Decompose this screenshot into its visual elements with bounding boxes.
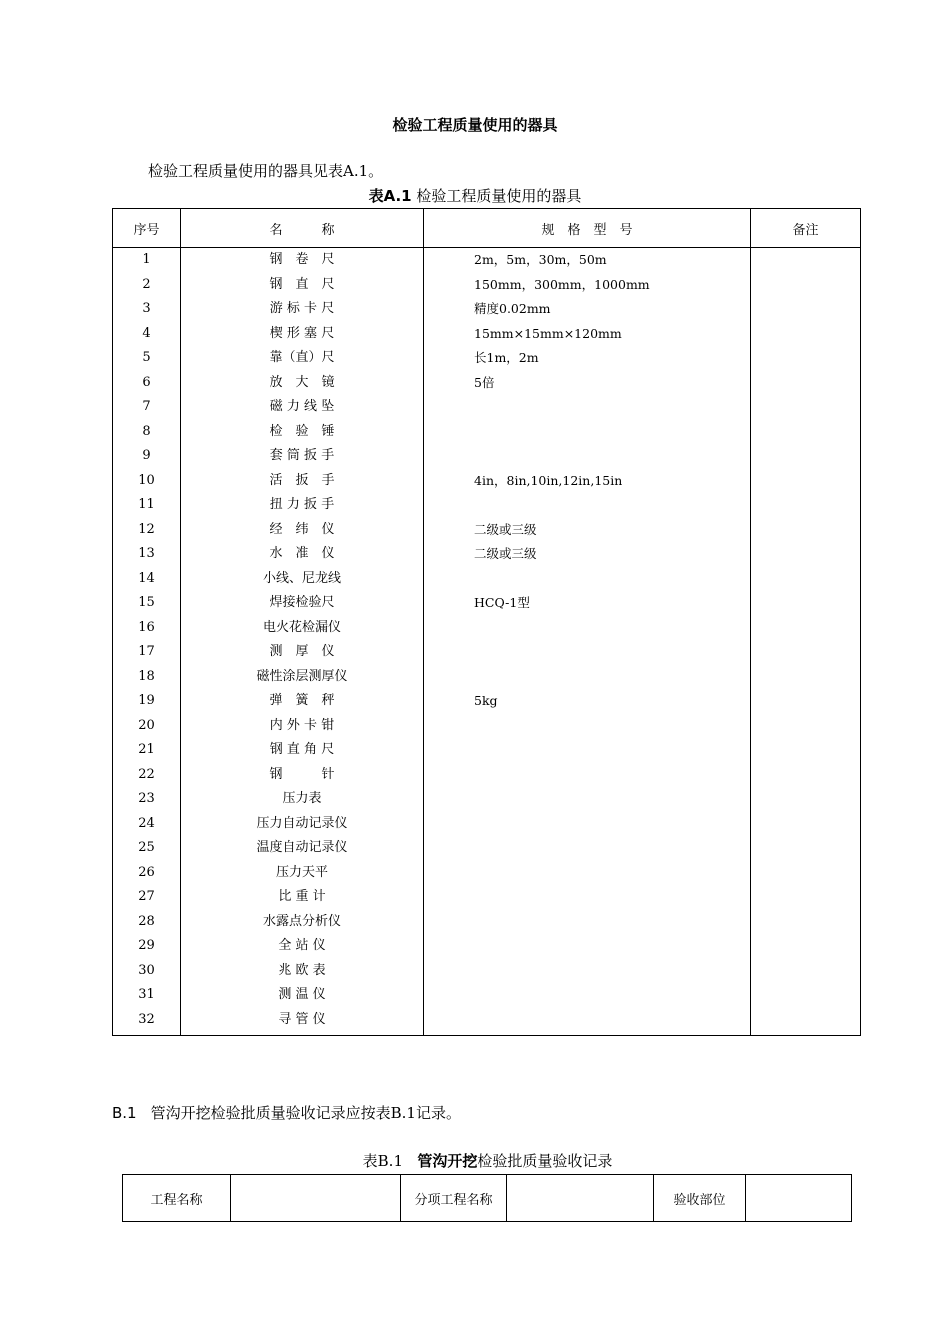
row-name: 经 纬 仪 (181, 518, 424, 543)
row-number: 4 (113, 322, 181, 347)
row-spec (424, 910, 751, 935)
row-spec (424, 861, 751, 886)
table-row (113, 910, 861, 935)
table-row (113, 493, 861, 518)
table-row (113, 616, 861, 641)
row-name: 钢 卷 尺 (181, 248, 424, 273)
header-name: 名 称 (181, 209, 424, 248)
instruments-table (112, 208, 861, 1036)
row-remark (751, 1008, 861, 1036)
row-number: 15 (113, 591, 181, 616)
table-row (113, 812, 861, 837)
row-spec (424, 665, 751, 690)
row-spec (424, 616, 751, 641)
table-row (113, 567, 861, 592)
row-name: 楔 形 塞 尺 (181, 322, 424, 347)
row-number: 23 (113, 787, 181, 812)
row-remark (751, 665, 861, 690)
trench-record-row (123, 1175, 852, 1222)
row-number: 21 (113, 738, 181, 763)
row-spec (424, 567, 751, 592)
sub-project-name-label: 分项工程名称 (401, 1175, 507, 1222)
row-name: 内 外 卡 钳 (181, 714, 424, 739)
row-name: 全 站 仪 (181, 934, 424, 959)
row-spec (424, 787, 751, 812)
section-b1-text: 管沟开挖检验批质量验收记录应按表B.1记录。 (150, 1104, 461, 1122)
row-number: 19 (113, 689, 181, 714)
table-row (113, 420, 861, 445)
row-number: 24 (113, 812, 181, 837)
table-row (113, 322, 861, 347)
row-number: 9 (113, 444, 181, 469)
table-row (113, 395, 861, 420)
row-remark (751, 616, 861, 641)
section-b1-number: B.1 (112, 1104, 137, 1122)
row-spec (424, 738, 751, 763)
table-header-row (113, 209, 861, 248)
header-remark: 备注 (751, 209, 861, 248)
table-row (113, 836, 861, 861)
row-number: 20 (113, 714, 181, 739)
row-spec (424, 885, 751, 910)
table-b-caption (0, 1150, 950, 1171)
table-row (113, 959, 861, 984)
row-number: 14 (113, 567, 181, 592)
row-number: 8 (113, 420, 181, 445)
row-number: 25 (113, 836, 181, 861)
row-spec: 4in，8in,10in,12in,15in (424, 469, 751, 494)
row-spec: 15mm×15mm×120mm (424, 322, 751, 347)
row-spec: 2m，5m，30m，50m (424, 248, 751, 273)
row-remark (751, 787, 861, 812)
table-row (113, 518, 861, 543)
row-name: 检 验 锤 (181, 420, 424, 445)
page-title: 检验工程质量使用的器具 (392, 116, 558, 134)
row-number: 11 (113, 493, 181, 518)
row-name: 寻 管 仪 (181, 1008, 424, 1036)
row-remark (751, 248, 861, 273)
table-b-caption-bold: 管沟开挖 (417, 1152, 478, 1170)
row-spec (424, 763, 751, 788)
intro-text: 检验工程质量使用的器具见表A.1。 (148, 162, 384, 180)
table-row (113, 371, 861, 396)
table-row (113, 297, 861, 322)
row-spec (424, 493, 751, 518)
row-spec: 5kg (424, 689, 751, 714)
table-row (113, 665, 861, 690)
row-spec (424, 444, 751, 469)
row-remark (751, 763, 861, 788)
row-spec (424, 983, 751, 1008)
row-remark (751, 567, 861, 592)
row-number: 5 (113, 346, 181, 371)
row-number: 31 (113, 983, 181, 1008)
project-name-label: 工程名称 (123, 1175, 231, 1222)
row-spec: 5倍 (424, 371, 751, 396)
row-number: 6 (113, 371, 181, 396)
table-row (113, 763, 861, 788)
row-number: 22 (113, 763, 181, 788)
table-row (113, 542, 861, 567)
table-row (113, 934, 861, 959)
row-name: 兆 欧 表 (181, 959, 424, 984)
row-remark (751, 371, 861, 396)
row-name: 活 扳 手 (181, 469, 424, 494)
row-number: 13 (113, 542, 181, 567)
table-a-caption (0, 185, 950, 206)
row-remark (751, 395, 861, 420)
row-remark (751, 542, 861, 567)
table-row (113, 689, 861, 714)
row-spec: 精度0.02mm (424, 297, 751, 322)
row-spec (424, 1008, 751, 1036)
row-name: 压力天平 (181, 861, 424, 886)
row-spec: 二级或三级 (424, 518, 751, 543)
row-name: 电火花检漏仪 (181, 616, 424, 641)
section-b1 (112, 1102, 461, 1123)
row-remark (751, 493, 861, 518)
instruments-table-body (113, 248, 861, 1036)
row-name: 测 厚 仪 (181, 640, 424, 665)
row-remark (751, 983, 861, 1008)
row-name: 弹 簧 秤 (181, 689, 424, 714)
row-remark (751, 444, 861, 469)
trench-record-table (122, 1174, 852, 1222)
table-row (113, 787, 861, 812)
row-spec: 长1m，2m (424, 346, 751, 371)
row-spec (424, 812, 751, 837)
table-row (113, 714, 861, 739)
row-spec: 二级或三级 (424, 542, 751, 567)
row-remark (751, 714, 861, 739)
row-name: 温度自动记录仪 (181, 836, 424, 861)
row-remark (751, 322, 861, 347)
row-remark (751, 689, 861, 714)
row-remark (751, 959, 861, 984)
row-remark (751, 836, 861, 861)
row-remark (751, 910, 861, 935)
row-remark (751, 518, 861, 543)
row-spec (424, 395, 751, 420)
row-number: 1 (113, 248, 181, 273)
row-remark (751, 934, 861, 959)
row-number: 29 (113, 934, 181, 959)
row-name: 水露点分析仪 (181, 910, 424, 935)
row-spec: 150mm，300mm，1000mm (424, 273, 751, 298)
header-spec: 规 格 型 号 (424, 209, 751, 248)
row-spec (424, 640, 751, 665)
row-name: 磁 力 线 坠 (181, 395, 424, 420)
table-row (113, 861, 861, 886)
row-name: 测 温 仪 (181, 983, 424, 1008)
acceptance-part-label: 验收部位 (654, 1175, 746, 1222)
table-row (113, 273, 861, 298)
row-remark (751, 420, 861, 445)
sub-project-name-value (507, 1175, 654, 1222)
row-number: 32 (113, 1008, 181, 1036)
row-remark (751, 738, 861, 763)
row-remark (751, 297, 861, 322)
row-name: 扭 力 扳 手 (181, 493, 424, 518)
table-row (113, 983, 861, 1008)
row-number: 10 (113, 469, 181, 494)
row-number: 12 (113, 518, 181, 543)
table-a-caption-label: 表A.1 (368, 187, 412, 205)
row-name: 放 大 镜 (181, 371, 424, 396)
row-number: 16 (113, 616, 181, 641)
row-number: 18 (113, 665, 181, 690)
row-name: 套 筒 扳 手 (181, 444, 424, 469)
row-remark (751, 273, 861, 298)
table-b-caption-label: 表B.1 (362, 1152, 403, 1170)
row-name: 小线、尼龙线 (181, 567, 424, 592)
table-row (113, 1008, 861, 1036)
row-remark (751, 885, 861, 910)
row-remark (751, 346, 861, 371)
row-spec: HCQ-1型 (424, 591, 751, 616)
header-no: 序号 (113, 209, 181, 248)
row-name: 磁性涂层测厚仪 (181, 665, 424, 690)
row-name: 水 准 仪 (181, 542, 424, 567)
table-row (113, 885, 861, 910)
row-name: 比 重 计 (181, 885, 424, 910)
table-row (113, 640, 861, 665)
table-row (113, 346, 861, 371)
table-row (113, 738, 861, 763)
row-remark (751, 640, 861, 665)
row-remark (751, 861, 861, 886)
table-row (113, 591, 861, 616)
row-number: 17 (113, 640, 181, 665)
row-spec (424, 934, 751, 959)
row-number: 2 (113, 273, 181, 298)
row-spec (424, 420, 751, 445)
row-name: 钢 针 (181, 763, 424, 788)
row-number: 3 (113, 297, 181, 322)
table-row (113, 444, 861, 469)
table-a-caption-text: 检验工程质量使用的器具 (416, 187, 582, 205)
row-spec (424, 714, 751, 739)
row-number: 26 (113, 861, 181, 886)
row-number: 27 (113, 885, 181, 910)
row-number: 30 (113, 959, 181, 984)
row-spec (424, 836, 751, 861)
row-spec (424, 959, 751, 984)
row-name: 钢 直 尺 (181, 273, 424, 298)
table-row (113, 469, 861, 494)
project-name-value (231, 1175, 401, 1222)
acceptance-part-value (746, 1175, 852, 1222)
row-name: 压力自动记录仪 (181, 812, 424, 837)
row-name: 焊接检验尺 (181, 591, 424, 616)
row-number: 28 (113, 910, 181, 935)
row-remark (751, 812, 861, 837)
row-remark (751, 469, 861, 494)
row-name: 游 标 卡 尺 (181, 297, 424, 322)
row-number: 7 (113, 395, 181, 420)
row-name: 钢 直 角 尺 (181, 738, 424, 763)
table-row (113, 248, 861, 273)
row-name: 靠（直）尺 (181, 346, 424, 371)
row-remark (751, 591, 861, 616)
table-b-caption-rest: 检验批质量验收记录 (477, 1152, 613, 1170)
row-name: 压力表 (181, 787, 424, 812)
